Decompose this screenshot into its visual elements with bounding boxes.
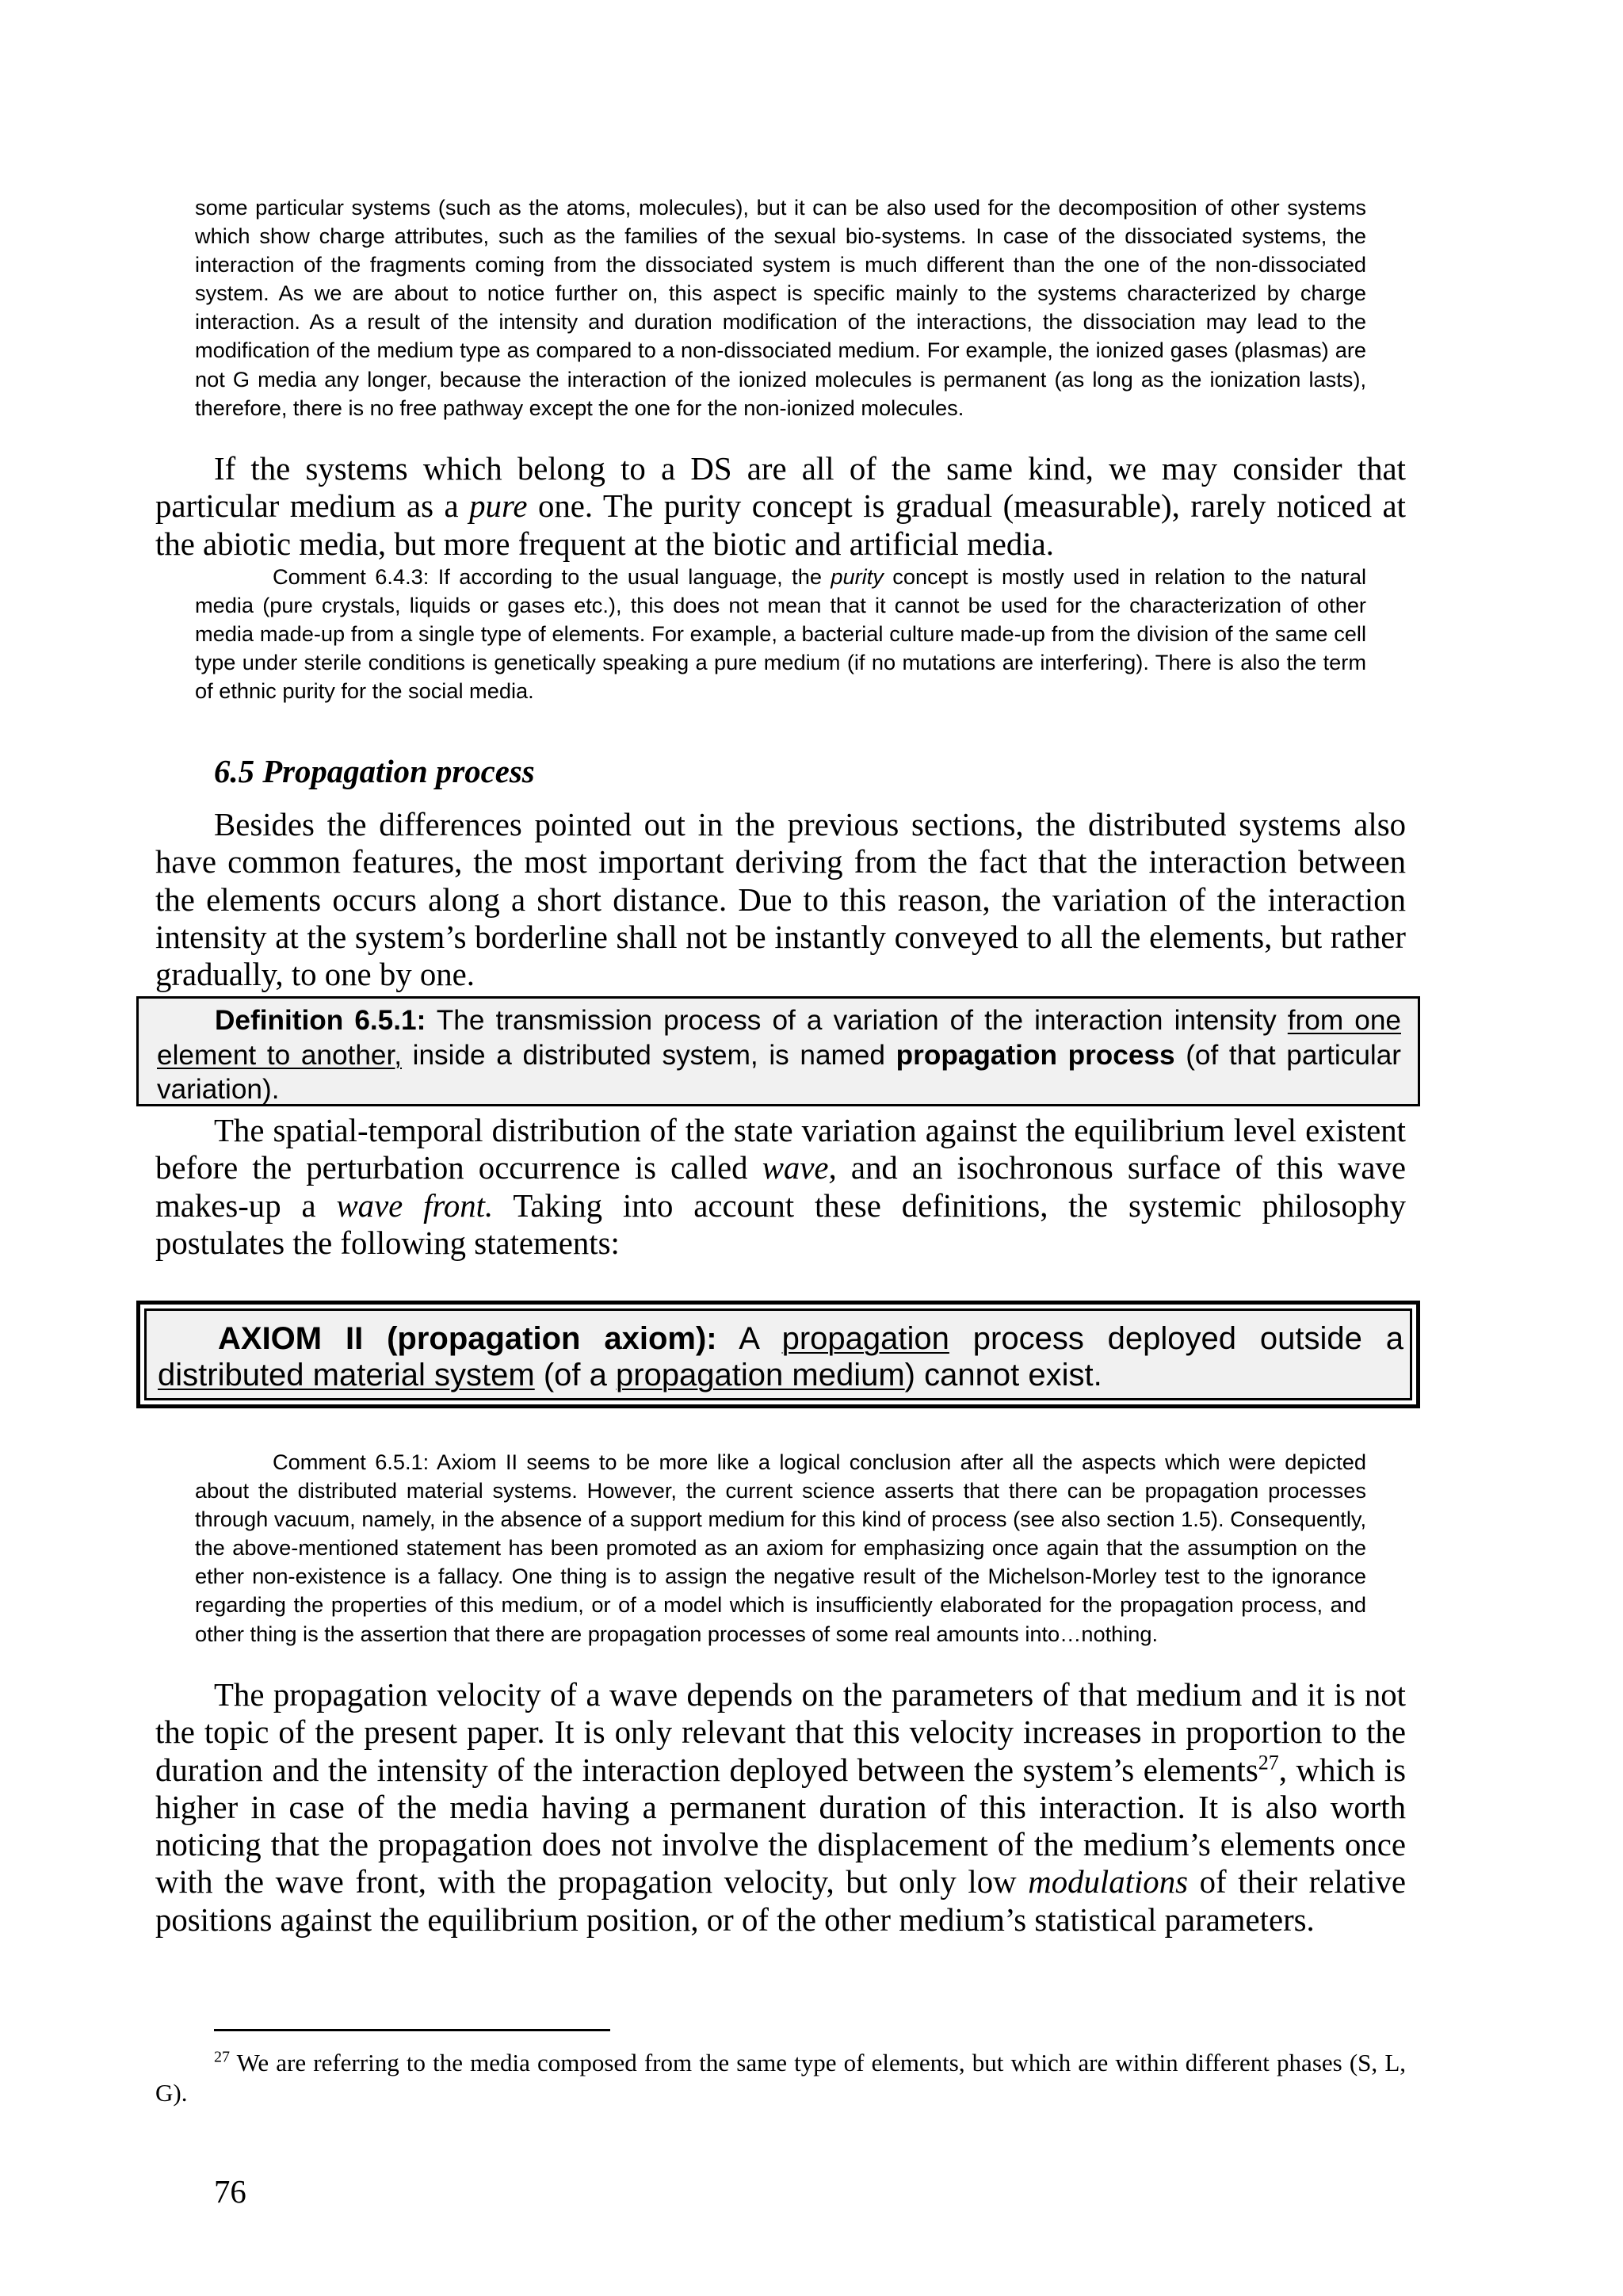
modulations-term: modulations	[1028, 1864, 1188, 1901]
footnote-mark: 27	[214, 2048, 230, 2066]
wave-front-term: wave front.	[336, 1187, 494, 1224]
axiom-underline-medium: propagation medium	[616, 1358, 905, 1392]
section-heading: 6.5 Propagation process	[214, 754, 535, 789]
definition-label: Definition 6.5.1:	[215, 1005, 426, 1036]
axiom-label: AXIOM II (propagation axiom):	[218, 1321, 717, 1356]
comment-6-4-3: Comment 6.4.3: If according to the usual language, the purity concept is mostly used in relation to the natural media (pure crystals, liquids or gases etc.), this does not mean that it cannot be used for the characterization of other media made-up from a single type of elements. For example, a bacterial culture made-up from the division of the same cell type under sterile conditions is genetically speaking a pure medium (if no mutations are interfering). There is also the term of ethnic purity for the social media.	[195, 564, 1366, 704]
page-number: 76	[214, 2174, 246, 2210]
footnote-reference[interactable]: 27	[1258, 1751, 1279, 1774]
definition-6-5-1: Definition 6.5.1: The transmission process of a variation of the interaction intensity from one element to another, inside a distributed system, is named propagation process (of that particular variation).	[157, 1005, 1401, 1105]
comment-6-5-1: Comment 6.5.1: Axiom II seems to be more like a logical conclusion after all the aspects which were depicted about the distributed material systems. However, the current science asserts that there can be propagation processes through vacuum, namely, in the absence of a support medium for this kind of process (see also section 1.5). Consequently, the above-mentioned statement has been promoted as an axiom for emphasizing once again that the assumption on the ether non-existence is a fallacy. One thing is to assign the negative result of the Michelson-Morley test to the ignorance regarding the properties of this medium, or of a model which is insufficiently elaborated for the propagation process, and other thing is the assertion that there are propagation processes of some real amounts into…nothing.	[195, 1450, 1366, 1646]
pure-medium-paragraph: If the systems which belong to a DS are all of the same kind, we may consider that particular medium as a pure one. The purity concept is gradual (measurable), rarely noticed at the abiotic media, but more frequent at the biotic and artificial media.	[155, 451, 1406, 562]
wave-paragraph: The spatial-temporal distribution of the state variation against the equilibrium level existent before the perturbation occurrence is called wave, and an isochronous surface of this wave makes-up a wave front. Taking into account these definitions, the systemic philosophy postulates the following statements:	[155, 1113, 1406, 1261]
definition-term: propagation process	[896, 1039, 1175, 1071]
axiom-inner-box	[144, 1308, 1412, 1400]
axiom-box	[136, 1301, 1420, 1408]
comment-6-4-2-continuation: some particular systems (such as the atoms, molecules), but it can be also used for the decomposition of other systems which show charge attributes, such as the families of the sexual bio-systems. In case of the dissociated systems, the interaction of the fragments coming from the dissociated system is much different than the one of the non-dissociated system. As we are about to notice further on, this aspect is specific mainly to the systems characterized by charge interaction. As a result of the intensity and duration modification of the interactions, the dissociation may lead to the modification of the medium type as compared to a non-dissociated medium. For example, the ionized gases (plasmas) are not G media any longer, because the interaction of the ionized molecules is permanent (as long as the ionization lasts), therefore, there is no free pathway except the one for the non-ionized molecules.	[195, 195, 1366, 420]
axiom-underline-propagation: propagation	[781, 1321, 949, 1356]
footnote-27: $^{27}$ We are referring to the media composed from the same type of elements, but which are within different phases (S, L, G).	[155, 2048, 1406, 2107]
pure-term: pure	[469, 488, 528, 525]
footnote-separator	[214, 2029, 610, 2031]
definition-box	[136, 996, 1420, 1106]
velocity-paragraph: The propagation velocity of a wave depends on the parameters of that medium and it is not the topic of the present paper. It is only relevant that this velocity increases in proportion to the duration and the intensity of the interaction deployed between the system’s elements$^{27}$, which is higher in case of the media having a permanent duration of this interaction. It is also worth noticing that the propagation does not involve the displacement of the medium’s elements once with the wave front, with the propagation velocity, but only low modulations of their relative positions against the equilibrium position, or of the other medium’s statistical parameters.	[155, 1677, 1406, 1938]
axiom-ii: AXIOM II (propagation axiom): A propagation process deployed outside a distributed material system (of a propagation medium) cannot exist.	[158, 1321, 1403, 1392]
definition-underlined-phrase: from one element to another,	[157, 1005, 1401, 1071]
axiom-underline-system: distributed material system	[158, 1358, 535, 1392]
section-intro-paragraph: Besides the differences pointed out in the previous sections, the distributed systems also have common features, the most important deriving from the fact that the interaction between the elements occurs along a short distance. Due to this reason, the variation of the interaction intensity at the system’s borderline shall not be instantly conveyed to all the elements, but rather gradually, to one by one.	[155, 807, 1406, 993]
purity-term: purity	[831, 564, 884, 589]
wave-term: wave,	[762, 1150, 837, 1186]
